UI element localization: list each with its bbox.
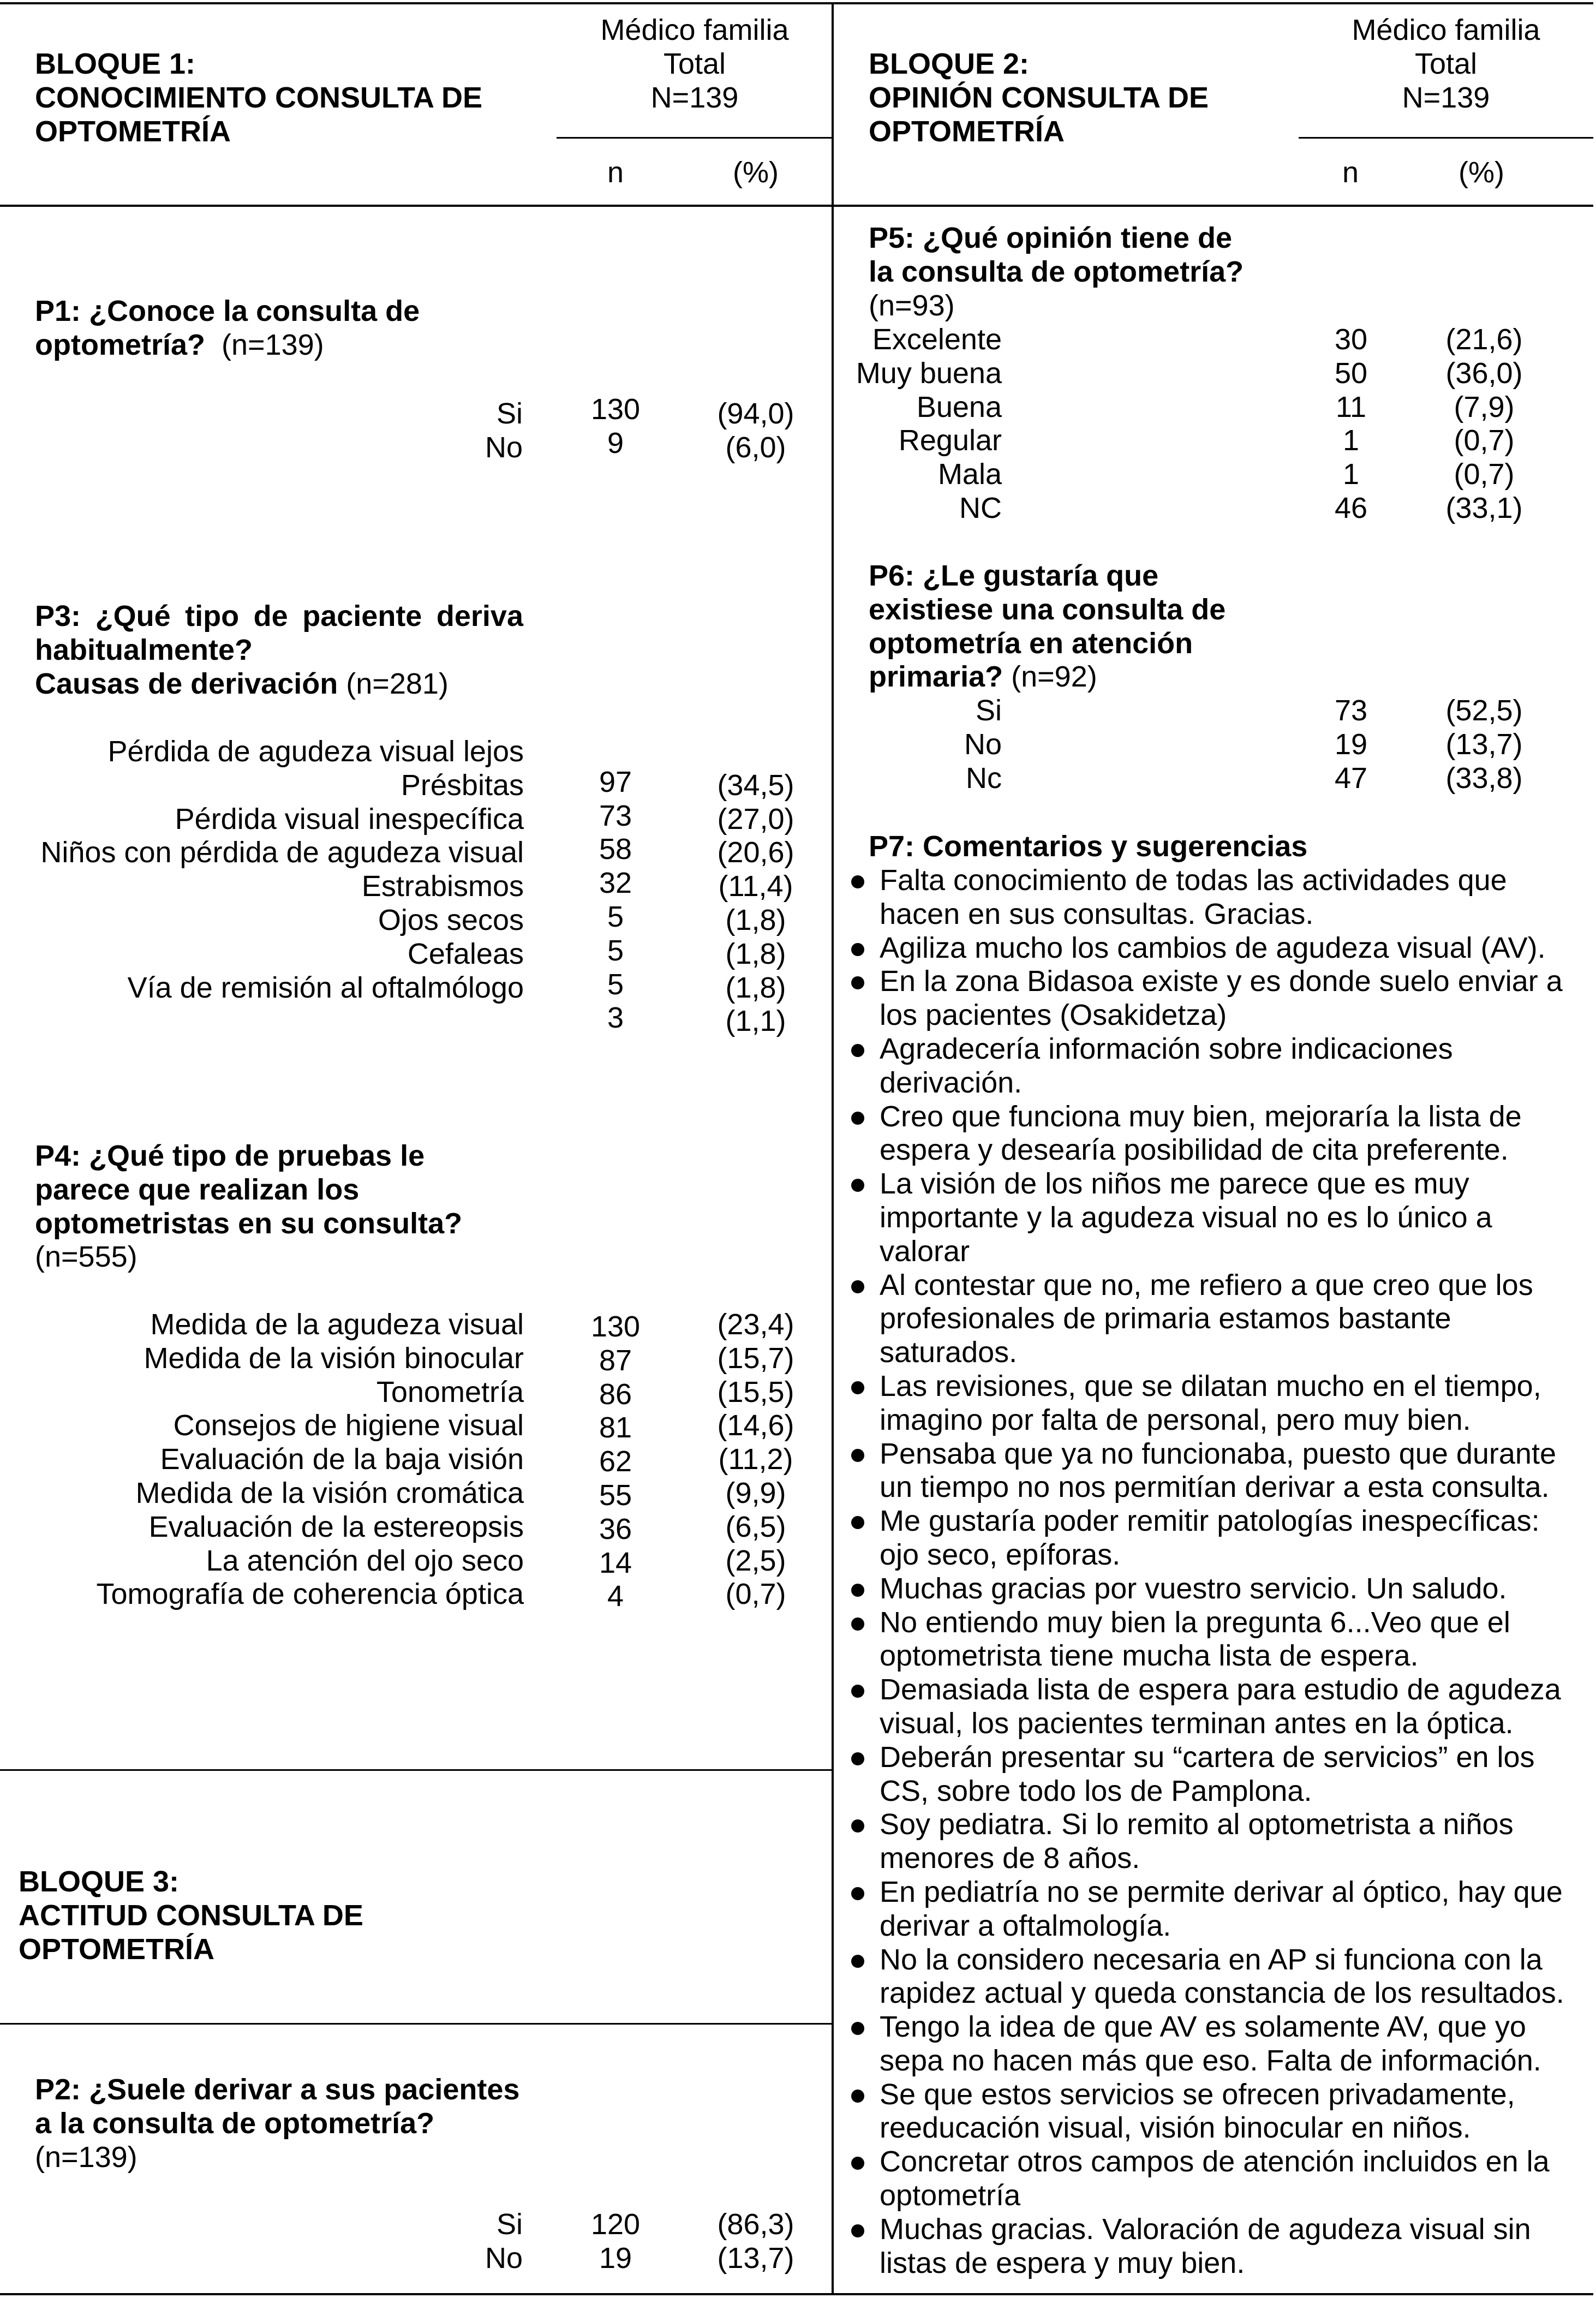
p4-title-line: P4: ¿Qué tipo de pruebas le (35, 1139, 425, 1172)
comment-line: Muchas gracias por vuestro servicio. Un saludo. (880, 1572, 1507, 1605)
row-n: 73 (1334, 694, 1368, 727)
comment-item (851, 1673, 1593, 1741)
bloque1-title-line: CONOCIMIENTO CONSULTA DE (35, 81, 482, 114)
comment-item (851, 1943, 1593, 2011)
table-row (0, 1409, 833, 1443)
table-row (0, 867, 833, 904)
row-label: Si (496, 2208, 523, 2241)
row-label: La atención del ojo seco (206, 1544, 524, 1577)
row-label: Evaluación de la baja visión (160, 1443, 524, 1476)
comment-line: un tiempo no nos permitían derivar a esta consulta. (880, 1471, 1550, 1504)
comment-line: derivación. (880, 1066, 1023, 1099)
row-n: 30 (1334, 323, 1368, 356)
col-header-pct: (%) (733, 156, 779, 189)
table-row (833, 391, 1596, 425)
comment-line: Demasiada lista de espera para estudio de agudeza (880, 1673, 1561, 1706)
group-label-line: N=139 (1402, 81, 1490, 114)
bloque1-title-line: OPTOMETRÍA (35, 115, 231, 148)
row-label: No (964, 727, 1002, 761)
row-pct: (6,0) (725, 431, 786, 464)
comment-line: reeducación visual, visión binocular en niños. (880, 2111, 1471, 2145)
p5-title-line: P5: ¿Qué opinión tiene de (869, 222, 1233, 254)
row-label: Tomografía de coherencia óptica (96, 1578, 524, 1611)
bloque2-title-line: OPINIÓN CONSULTA DE (869, 81, 1209, 114)
bloque3-title-line: BLOQUE 3: (19, 1865, 180, 1898)
row-label: Nc (966, 761, 1002, 795)
comment-line: menores de 8 años. (880, 1842, 1140, 1875)
row-n: 62 (599, 1445, 632, 1478)
bullet-icon (851, 2022, 864, 2035)
bullet-icon (851, 1516, 864, 1529)
row-label: Niños con pérdida de agudeza visual (40, 836, 524, 869)
group-label-line: Total (1414, 47, 1478, 80)
table-row (0, 2242, 833, 2276)
p6-question (869, 559, 1226, 694)
bottom-rule (0, 2293, 1593, 2295)
p3-title-line: habitualmente? (35, 633, 253, 666)
bullet-icon (851, 943, 864, 956)
row-pct: (9,9) (725, 1477, 786, 1509)
comment-line: rapidez actual y queda constancia de los resultados. (880, 1977, 1564, 2010)
p1-title-line: optometría? (35, 328, 206, 361)
row-pct: (7,9) (1454, 390, 1515, 423)
row-n: 130 (590, 1310, 641, 1343)
row-n: 5 (607, 900, 624, 933)
bloque2-title-line: OPTOMETRÍA (869, 115, 1065, 148)
p4-sample-size: (n=555) (35, 1240, 138, 1274)
comment-item (851, 1808, 1593, 1876)
row-label: No (485, 2242, 523, 2275)
row-pct: (94,0) (717, 397, 794, 430)
row-pct: (27,0) (717, 802, 794, 835)
comment-line: Agradecería información sobre indicaciones (880, 1032, 1453, 1065)
bullet-icon (851, 1685, 864, 1698)
table-row (0, 1001, 833, 1038)
row-pct: (0,7) (1454, 424, 1515, 457)
row-n: 47 (1334, 761, 1368, 795)
row-label: Si (975, 694, 1002, 727)
comment-line: Se que estos servicios se ofrecen privadamente, (880, 2078, 1515, 2111)
row-pct: (1,8) (725, 904, 786, 936)
top-rule (0, 2, 1593, 4)
row-pct: (0,7) (1454, 458, 1515, 491)
row-n: 3 (607, 1001, 624, 1035)
comment-line: sepa no hacen más que eso. Falta de información. (880, 2044, 1541, 2077)
row-pct: (20,6) (717, 836, 794, 869)
row-pct: (36,0) (1445, 356, 1523, 390)
row-label: Buena (916, 390, 1002, 423)
row-pct: (14,6) (717, 1409, 794, 1442)
comment-line: No entiendo muy bien la pregunta 6...Veo que el (880, 1605, 1510, 1639)
comment-item (851, 1741, 1593, 1808)
row-n: 55 (599, 1479, 632, 1512)
row-pct: (21,6) (1445, 323, 1523, 356)
p6-title-line: optometría en atención (869, 626, 1193, 660)
row-n: 58 (599, 833, 632, 866)
row-n: 19 (599, 2242, 632, 2275)
comment-line: No la considero necesaria en AP si funciona con la (880, 1943, 1543, 1976)
p4-title-line: optometristas en su consulta? (35, 1207, 463, 1240)
col-header-n: n (1342, 156, 1359, 189)
bullet-icon (851, 1819, 864, 1833)
p6-title-line: primaria? (869, 660, 1003, 694)
p3-title-line: P3: ¿Qué tipo de paciente deriva (35, 600, 523, 632)
p5-title-line: la consulta de optometría? (869, 255, 1244, 288)
bullet-icon (851, 2090, 864, 2103)
group-label-line: N=139 (650, 81, 739, 114)
header-subrule-right (1299, 137, 1593, 139)
row-label: Tonometría (376, 1375, 524, 1408)
comment-line: En la zona Bidasoa existe y es donde suelo enviar a (880, 965, 1563, 998)
row-pct: (13,7) (717, 2242, 794, 2275)
comment-item (851, 2213, 1593, 2281)
bullet-icon (851, 1179, 864, 1192)
row-pct: (34,5) (717, 768, 794, 802)
table-row (0, 393, 833, 431)
bullet-icon (851, 1044, 864, 1057)
comment-item (851, 2078, 1593, 2146)
row-label: Ojos secos (378, 904, 524, 936)
p6-title-line: existiese una consulta de (869, 593, 1226, 626)
row-pct: (13,7) (1445, 727, 1523, 761)
row-pct: (11,2) (718, 1443, 793, 1476)
row-n: 5 (607, 968, 624, 1001)
row-n: 50 (1334, 356, 1368, 390)
table-row (0, 799, 833, 837)
row-n: 19 (1334, 727, 1368, 761)
row-n: 5 (607, 934, 624, 967)
bullet-icon (851, 2224, 864, 2237)
group-header-right (1299, 14, 1593, 115)
table-row (833, 728, 1596, 762)
comment-item (851, 1572, 1593, 1606)
row-label: Pérdida de agudeza visual lejos (107, 735, 524, 768)
table-row (0, 1376, 833, 1410)
table-row (0, 1477, 833, 1511)
table-row (0, 1308, 833, 1342)
bullet-icon (851, 2157, 864, 2170)
row-n: 120 (590, 2208, 641, 2241)
row-label: Regular (898, 424, 1002, 457)
comment-line: visual, los pacientes terminan antes en la óptica. (880, 1706, 1514, 1740)
table-row (0, 427, 833, 465)
table-row (0, 735, 833, 769)
comment-line: ojo seco, epíforas. (880, 1538, 1121, 1571)
table-row (833, 492, 1596, 526)
row-n: 97 (599, 765, 632, 798)
row-pct: (1,8) (725, 971, 786, 1004)
row-n: 9 (607, 427, 624, 459)
p2-sample-size: (n=139) (35, 2140, 138, 2174)
row-label: Estrabismos (361, 870, 524, 903)
col-header-n: n (607, 156, 624, 189)
comment-item (851, 965, 1593, 1032)
comment-item (851, 1100, 1593, 1168)
table-row (0, 2208, 833, 2242)
row-pct: (1,1) (725, 1005, 786, 1038)
row-label: Vía de remisión al oftalmólogo (127, 971, 524, 1004)
row-label: No (485, 431, 523, 464)
comment-line: saturados. (880, 1336, 1018, 1369)
table-row (0, 1544, 833, 1578)
p4-title-line: parece que realizan los (35, 1173, 360, 1206)
comment-line: imagino por falta de personal, pero muy bien. (880, 1403, 1471, 1436)
comment-item (851, 1370, 1593, 1437)
row-pct: (33,8) (1445, 761, 1523, 795)
comment-line: Muchas gracias. Valoración de agudeza visual sin (880, 2212, 1531, 2246)
table-row (0, 1578, 833, 1611)
group-label-line: Médico familia (1352, 14, 1540, 46)
row-n: 86 (599, 1377, 632, 1411)
bullet-icon (851, 1381, 864, 1394)
comment-line: Concretar otros campos de atención incluidos en la (880, 2145, 1550, 2178)
table-row (833, 694, 1596, 728)
p3-question (35, 600, 523, 701)
p2-title-line: P2: ¿Suele derivar a sus pacientes (35, 2073, 520, 2106)
comment-line: Creo que funciona muy bien, mejoraría la lista de (880, 1100, 1522, 1133)
row-n: 11 (1335, 390, 1367, 423)
bullet-icon (851, 1955, 864, 1968)
table-row (0, 900, 833, 938)
bloque3-title (19, 1865, 363, 1966)
bloque1-title-line: BLOQUE 1: (35, 47, 196, 80)
comment-item (851, 2010, 1593, 2078)
table-row (0, 765, 833, 803)
row-n: 1 (1342, 458, 1360, 491)
table-row (0, 968, 833, 1005)
comments-container (851, 864, 1593, 2280)
bloque3-top-rule (0, 1769, 833, 1771)
p5-sample-size: (n=93) (869, 289, 955, 322)
p6-sample-size: (n=92) (1011, 660, 1097, 694)
comment-item (851, 1505, 1593, 1572)
comment-line: Falta conocimiento de todas las actividades que (880, 864, 1507, 897)
bloque3-bottom-rule (0, 2023, 833, 2025)
p6-title-line: P6: ¿Le gustaría que (869, 559, 1159, 592)
p7-title: P7: Comentarios y sugerencias (869, 830, 1308, 863)
comment-item (851, 864, 1593, 932)
row-label: Evaluación de la estereopsis (148, 1510, 524, 1543)
row-n: 73 (599, 799, 632, 832)
comment-item (851, 1032, 1593, 1100)
row-n: 130 (590, 393, 641, 426)
col-header-pct: (%) (1458, 156, 1504, 189)
row-pct: (86,3) (717, 2208, 794, 2241)
table-row (0, 833, 833, 870)
row-pct: (2,5) (725, 1544, 786, 1577)
comment-line: profesionales de primaria estamos bastante (880, 1302, 1451, 1335)
row-pct: (1,8) (725, 937, 786, 970)
comment-item (851, 1269, 1593, 1370)
table-row (0, 1511, 833, 1544)
row-label: Présbitas (401, 768, 524, 802)
comment-line: valorar (880, 1234, 970, 1268)
row-label: Mala (937, 458, 1002, 491)
bullet-icon (851, 1887, 864, 1900)
comment-line: En pediatría no se permite derivar al óptico, hay que (880, 1875, 1563, 1908)
row-n: 4 (607, 1580, 624, 1613)
row-pct: (11,4) (718, 870, 793, 903)
table-row (0, 1443, 833, 1477)
p2-title-line: a la consulta de optometría? (35, 2106, 435, 2140)
row-pct: (0,7) (725, 1578, 786, 1611)
row-n: 87 (599, 1344, 632, 1377)
p1-question (35, 295, 420, 362)
group-header-left (557, 14, 833, 115)
row-pct: (23,4) (717, 1308, 794, 1341)
row-label: Excelente (872, 323, 1002, 356)
comment-line: optometría (880, 2179, 1021, 2212)
p3-title-line: Causas de derivación (35, 667, 338, 700)
p7-comment-list (851, 864, 1593, 2280)
comment-line: Soy pediatra. Si lo remito al optometrista a niños (880, 1808, 1514, 1841)
comment-line: listas de espera y muy bien. (880, 2246, 1245, 2279)
bullet-icon (851, 1280, 864, 1293)
table-row (833, 762, 1596, 796)
bloque1-title (35, 47, 482, 148)
row-pct: (33,1) (1445, 492, 1523, 524)
bullet-icon (851, 976, 864, 989)
row-label: Muy buena (856, 356, 1002, 390)
row-pct: (6,5) (725, 1510, 786, 1543)
row-n: 46 (1334, 492, 1368, 524)
bullet-icon (851, 1584, 864, 1597)
bullet-icon (851, 875, 864, 888)
comment-line: derivar a oftalmología. (880, 1909, 1171, 1942)
p3-sample-size: (n=281) (346, 667, 449, 700)
comment-line: Deberán presentar su “cartera de servicios” en los (880, 1740, 1535, 1774)
bullet-icon (851, 1112, 864, 1125)
comment-item (851, 1876, 1593, 1943)
comment-line: Agiliza mucho los cambios de agudeza visual (AV). (880, 931, 1546, 964)
p4-question (35, 1139, 462, 1274)
comment-item (851, 932, 1593, 965)
table-row (833, 357, 1596, 391)
comment-line: CS, sobre todo los de Pamplona. (880, 1774, 1312, 1807)
row-label: Consejos de higiene visual (173, 1409, 524, 1442)
row-label: Medida de la visión binocular (144, 1341, 524, 1375)
table-row (0, 1342, 833, 1376)
bloque2-title (869, 47, 1209, 148)
header-subrule-left (557, 137, 833, 139)
comment-item (851, 1606, 1593, 1674)
comment-item (851, 1437, 1593, 1505)
group-label-line: Médico familia (600, 14, 789, 46)
group-label-line: Total (663, 47, 726, 80)
p2-question (35, 2073, 519, 2174)
comment-line: optometrista tiene mucha lista de espera. (880, 1639, 1419, 1673)
bloque3-title-line: ACTITUD CONSULTA DE (19, 1899, 363, 1932)
comment-line: Me gustaría poder remitir patologías inespecíficas: (880, 1505, 1540, 1538)
comment-line: Tengo la idea de que AV es solamente AV, que yo (880, 2010, 1526, 2044)
row-label: Medida de la agudeza visual (150, 1308, 524, 1341)
comment-item (851, 1167, 1593, 1268)
row-pct: (15,7) (717, 1341, 794, 1375)
bullet-icon (851, 1449, 864, 1462)
comment-line: Las revisiones, que se dilatan mucho en el tiempo, (880, 1369, 1541, 1402)
header-bottom-rule (0, 205, 1593, 207)
row-n: 36 (599, 1512, 632, 1545)
comment-line: hacen en sus consultas. Gracias. (880, 897, 1314, 930)
row-n: 14 (599, 1546, 632, 1579)
bullet-icon (851, 1617, 864, 1631)
row-n: 81 (599, 1411, 632, 1445)
table-row (833, 323, 1596, 357)
bloque3-title-line: OPTOMETRÍA (19, 1932, 215, 1966)
comment-line: espera y desearía posibilidad de cita preferente. (880, 1133, 1509, 1167)
table-row (833, 458, 1596, 492)
p1-sample-size: (n=139) (222, 328, 324, 361)
row-label: Cefaleas (407, 937, 524, 970)
row-n: 1 (1342, 424, 1360, 457)
row-label: NC (959, 492, 1002, 524)
row-n: 32 (599, 867, 632, 900)
comment-line: Pensaba que ya no funcionaba, puesto que durante (880, 1437, 1556, 1470)
row-pct: (52,5) (1445, 694, 1523, 727)
comment-item (851, 2145, 1593, 2213)
p5-question (869, 222, 1244, 323)
table-row (833, 424, 1596, 458)
row-label: Si (496, 397, 523, 430)
comment-line: La visión de los niños me parece que es muy (880, 1167, 1469, 1201)
p1-title-line: P1: ¿Conoce la consulta de (35, 295, 420, 327)
row-pct: (15,5) (717, 1375, 794, 1408)
bullet-icon (851, 1752, 864, 1765)
row-label: Medida de la visión cromática (135, 1477, 524, 1509)
comment-line: importante y la agudeza visual no es lo único a (880, 1201, 1492, 1234)
row-label: Pérdida visual inespecífica (175, 802, 524, 835)
comment-line: Al contestar que no, me refiero a que creo que los (880, 1268, 1533, 1302)
bloque2-title-line: BLOQUE 2: (869, 47, 1030, 80)
comment-line: los pacientes (Osakidetza) (880, 999, 1227, 1032)
table-row (0, 934, 833, 971)
